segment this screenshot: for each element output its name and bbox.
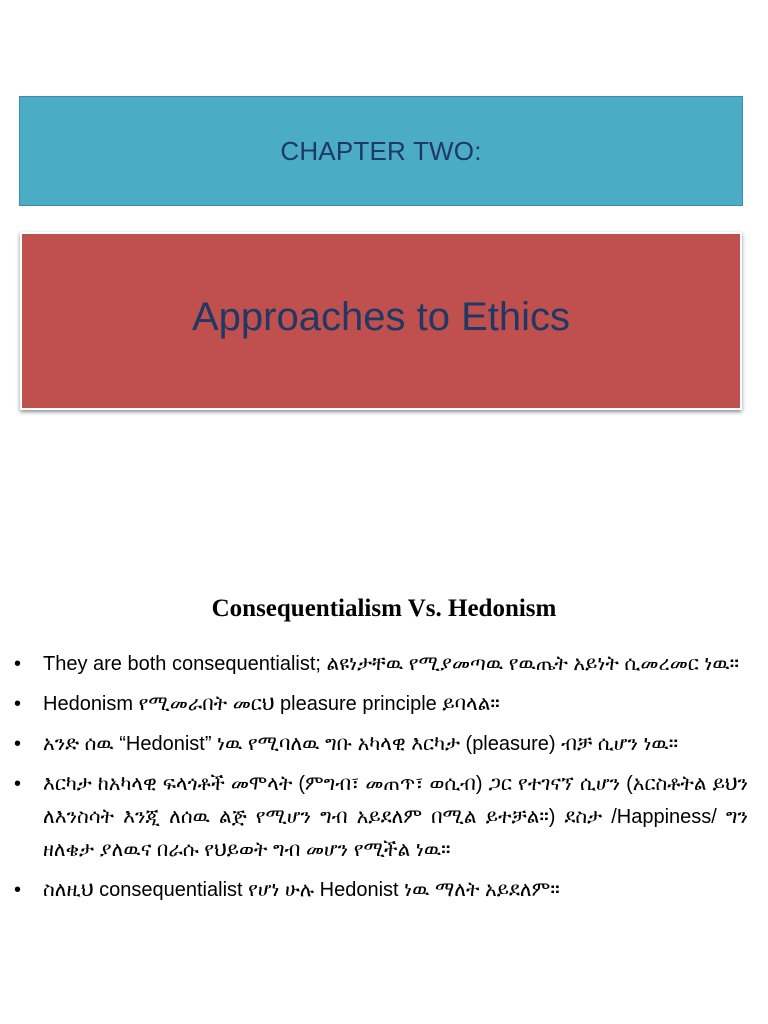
bullet-dot: • bbox=[14, 653, 22, 675]
chapter-label: CHAPTER TWO: bbox=[280, 135, 482, 166]
chapter-banner bbox=[19, 96, 743, 206]
bullet-dot: • bbox=[14, 733, 22, 755]
bullet-item bbox=[14, 648, 748, 681]
bullet-dot: • bbox=[14, 773, 22, 795]
bullet-dot: • bbox=[14, 693, 22, 715]
bullet-item bbox=[14, 874, 748, 907]
bullet-text: Hedonism የሚመራበት መርህ pleasure principle ይባላል። bbox=[43, 693, 500, 715]
section-heading: Consequentialism Vs. Hedonism bbox=[211, 595, 557, 622]
bullet-dot: • bbox=[14, 879, 22, 901]
bullet-text: They are both consequentialist; ልዩነታቸዉ የሚያመጣዉ የዉጤት አይነት ሲመረመር ነዉ። bbox=[43, 653, 740, 675]
slide-title: Approaches to Ethics bbox=[192, 294, 570, 339]
title-box bbox=[20, 232, 742, 410]
bullet-text: አንድ ሰዉ “Hedonist” ነዉ የሚባለዉ ግቡ አካላዊ እርካታ (pleasure) ብቻ ሲሆን ነዉ። bbox=[43, 733, 679, 755]
bullet-text: ስለዚህ consequentialist የሆነ ሁሉ Hedonist ነዉ ማለት አይደለም። bbox=[43, 879, 560, 901]
bullet-item bbox=[14, 728, 748, 761]
bullet-list bbox=[14, 648, 748, 914]
bullet-item bbox=[14, 688, 748, 721]
bullet-item bbox=[14, 768, 748, 867]
bullet-text: እርካታ ከአካላዊ ፍላጎቶች መሞላት (ምግብ፣ መጠጥ፣ ወሲብ) ጋር የተገናኘ ሲሆን (አርስቶትል ይህን ለእንስሳት እንጂ ለሰዉ ልጅ የሚሆን ግብ አይደለም በሚል ይተቻል።) ደስታ /Happiness/ ግን ዘለቄታ ያለዉና በራሱ የህይወት ግብ መሆን የሚችል ነዉ። bbox=[43, 773, 748, 861]
